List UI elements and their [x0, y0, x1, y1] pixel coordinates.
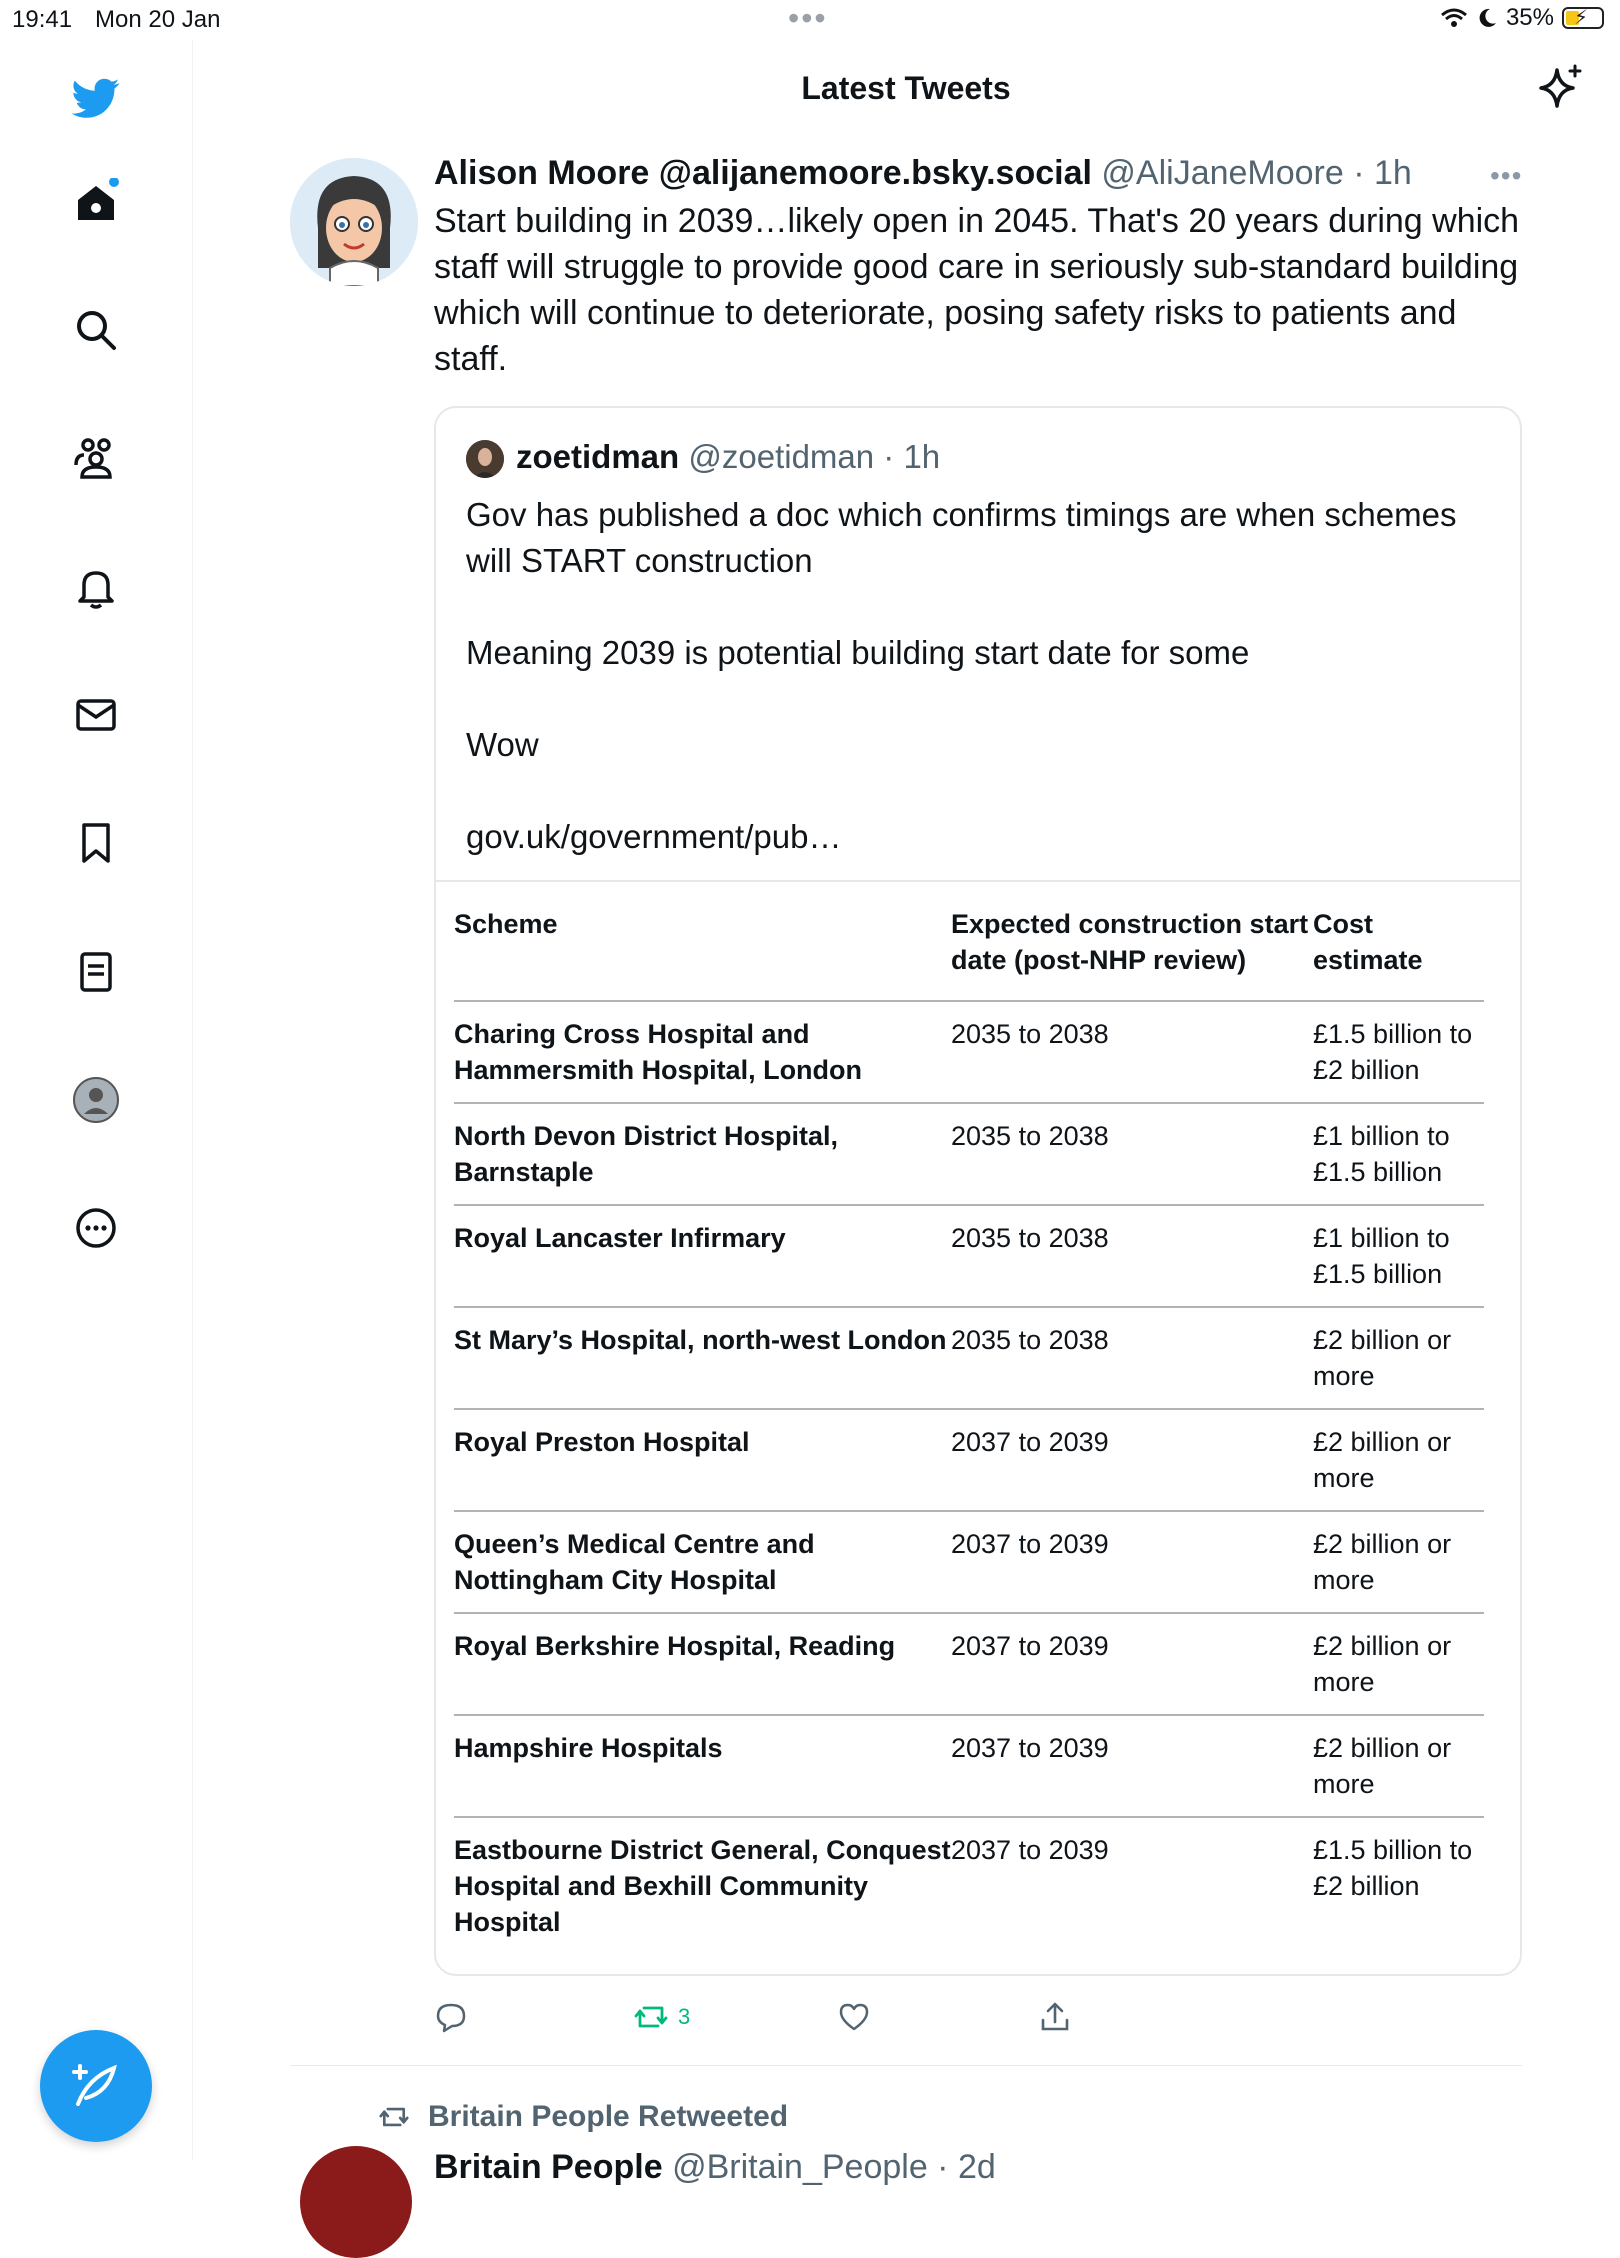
status-time: 19:41	[12, 6, 73, 33]
cost-cell: £2 billion or more	[1313, 1409, 1484, 1511]
next-author-name[interactable]: Britain People	[434, 2148, 663, 2186]
share-icon	[1038, 2000, 1072, 2034]
table-row	[454, 1001, 1484, 1103]
bookmarks-icon[interactable]	[64, 811, 128, 875]
scheme-cell: Charing Cross Hospital and Hammersmith Hospital, London	[454, 1001, 951, 1103]
tweet-text: Start building in 2039…likely open in 2045. That's 20 years during which staff will struggle to provide good care in seriously sub-standard building which will continue to deteriorate, posing safety risks to patients and staff.	[434, 202, 1520, 378]
heart-icon	[837, 2000, 871, 2034]
tweet-author-name[interactable]: Alison Moore @alijanemoore.bsky.social	[434, 154, 1092, 192]
scheme-cell: Queen’s Medical Centre and Nottingham City Hospital	[454, 1511, 951, 1613]
status-bar	[0, 0, 1620, 40]
quoted-text	[466, 492, 1486, 860]
quoted-avatar[interactable]	[466, 440, 504, 478]
quoted-tweet[interactable]	[434, 406, 1522, 1976]
quoted-text-line: Meaning 2039 is potential building start date for some	[466, 634, 1250, 671]
share-button[interactable]	[1038, 2000, 1072, 2034]
table-header: Scheme	[454, 896, 951, 1001]
reply-icon	[434, 2000, 468, 2034]
table-row	[454, 1307, 1484, 1409]
sidebar	[0, 40, 193, 2160]
scheme-cell: North Devon District Hospital, Barnstaple	[454, 1103, 951, 1205]
table-row	[454, 1613, 1484, 1715]
retweet-count: 3	[678, 2004, 691, 2029]
table-row	[454, 1205, 1484, 1307]
scheme-cell: Hampshire Hospitals	[454, 1715, 951, 1817]
status-right	[1440, 4, 1604, 32]
status-date: Mon 20 Jan	[95, 6, 221, 33]
notifications-icon[interactable]	[64, 555, 128, 619]
quoted-header	[516, 438, 940, 476]
scheme-cell: Eastbourne District General, Conquest Hospital and Bexhill Community Hospital	[454, 1835, 951, 1937]
communities-icon[interactable]	[64, 427, 128, 491]
retweeted-by-label: Britain People Retweeted	[428, 2100, 789, 2133]
cost-cell: £1 billion to £1.5 billion	[1313, 1205, 1484, 1307]
quoted-author-name[interactable]: zoetidman	[516, 438, 680, 475]
cost-cell: £2 billion or more	[1313, 1613, 1484, 1715]
avatar[interactable]	[290, 158, 418, 286]
retweet-button[interactable]	[634, 2000, 690, 2034]
schemes-table	[454, 896, 1484, 1954]
reply-button[interactable]	[434, 2000, 468, 2034]
moon-icon	[1476, 7, 1498, 29]
cost-cell: £1 billion to £1.5 billion	[1313, 1103, 1484, 1205]
scheme-cell: Royal Berkshire Hospital, Reading	[454, 1613, 951, 1715]
date-cell: 2035 to 2038	[951, 1307, 1313, 1409]
table-header-row	[454, 896, 1484, 1001]
tweet-more-icon[interactable]: •••	[1490, 160, 1523, 191]
cost-cell: £2 billion or more	[1313, 1715, 1484, 1817]
more-icon[interactable]	[64, 1196, 128, 1260]
multitasking-dots-icon[interactable]: •••	[788, 0, 828, 36]
retweeted-by[interactable]	[376, 2100, 788, 2134]
next-tweet-header	[434, 2148, 996, 2187]
table-row	[454, 1103, 1484, 1205]
tweet-separator	[290, 2065, 1522, 2066]
quoted-text-line: Wow	[466, 726, 539, 763]
quoted-link[interactable]: gov.uk/government/pub…	[466, 818, 842, 855]
tweet-header	[434, 154, 1412, 193]
cost-cell: £1.5 billion to £2 billion	[1313, 1835, 1473, 1901]
date-cell: 2035 to 2038	[951, 1103, 1313, 1205]
lists-icon[interactable]	[64, 940, 128, 1004]
sparkle-icon[interactable]	[1535, 62, 1585, 112]
table-row	[454, 1817, 1484, 1954]
date-cell: 2037 to 2039	[951, 1409, 1313, 1511]
tweet-actions	[434, 2000, 1134, 2040]
cost-cell: £1.5 billion to £2 billion	[1313, 1001, 1484, 1103]
battery-icon: ⚡	[1562, 7, 1604, 29]
avatar[interactable]	[300, 2146, 412, 2258]
table-row	[454, 1715, 1484, 1817]
attached-image[interactable]	[436, 882, 1520, 1976]
profile-icon[interactable]	[64, 1068, 128, 1132]
compose-icon	[68, 2058, 124, 2114]
cost-cell: £2 billion or more	[1313, 1307, 1484, 1409]
table-row	[454, 1511, 1484, 1613]
scheme-cell: St Mary’s Hospital, north-west London	[454, 1307, 951, 1409]
scheme-cell: Royal Preston Hospital	[454, 1409, 951, 1511]
tweet-author-handle[interactable]: @AliJaneMoore · 1h	[1101, 154, 1412, 192]
cost-cell: £2 billion or more	[1313, 1511, 1484, 1613]
retweet-icon	[376, 2102, 412, 2132]
date-cell: 2037 to 2039	[951, 1613, 1313, 1715]
date-cell: 2037 to 2039	[951, 1511, 1313, 1613]
date-cell: 2037 to 2039	[951, 1835, 1109, 1865]
next-author-handle[interactable]: @Britain_People · 2d	[672, 2148, 996, 2186]
table-row	[454, 1409, 1484, 1511]
like-button[interactable]	[837, 2000, 871, 2034]
search-icon[interactable]	[64, 298, 128, 362]
quoted-author-handle[interactable]: @zoetidman · 1h	[688, 438, 941, 475]
table-header: Cost estimate	[1313, 896, 1484, 1001]
home-icon[interactable]	[64, 170, 128, 234]
compose-button[interactable]	[40, 2030, 152, 2142]
date-cell: 2037 to 2039	[951, 1715, 1313, 1817]
messages-icon[interactable]	[64, 683, 128, 747]
page-title: Latest Tweets	[801, 70, 1011, 106]
battery-percent: 35%	[1505, 4, 1554, 31]
date-cell: 2035 to 2038	[951, 1001, 1313, 1103]
retweet-icon	[634, 2000, 668, 2034]
wifi-icon	[1440, 7, 1468, 29]
quoted-text-line: Gov has published a doc which confirms timings are when schemes will START construction	[466, 496, 1457, 579]
date-cell: 2035 to 2038	[951, 1205, 1313, 1307]
scheme-cell: Royal Lancaster Infirmary	[454, 1205, 951, 1307]
table-header: Expected construction start date (post-NHP review)	[951, 896, 1313, 1001]
twitter-logo-icon[interactable]	[64, 66, 128, 130]
